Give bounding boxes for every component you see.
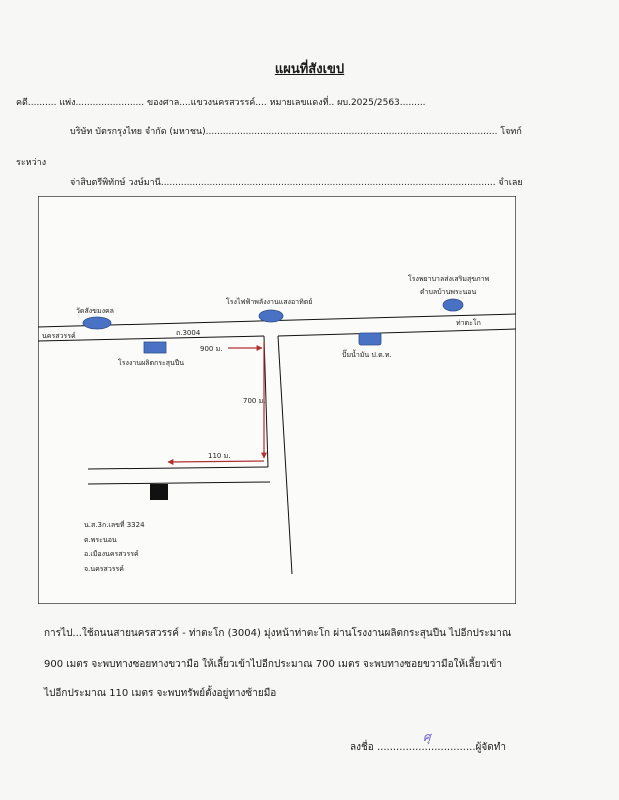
temple-marker — [83, 317, 111, 329]
defendant-line: จ่าสิบตรีพิทักษ์ วงษ์มานี..................................................................................................................... จำเลย — [70, 178, 523, 188]
directions-line-2: 900 เมตร จะพบทางซอยทางขวามือ ให้เลี้ยวเข้าไปอีกประมาณ 700 เมตร จะพบทางซอยขวามือให้เลี้ยวเข้า — [44, 659, 502, 670]
page-title: แผนที่สังเขป — [274, 62, 345, 77]
distance-110-label: 110 ม. — [208, 452, 231, 460]
gas-station-marker — [359, 333, 381, 345]
directions-line-1: การไป...ใช้ถนนสายนครสวรรค์ - ท่าตะโก (3004) มุ่งหน้าท่าตะโก ผ่านโรงงานผลิตกระสุนปืน ไปอีกประมาณ — [44, 628, 512, 639]
property-marker — [150, 484, 168, 500]
property-label-3: อ.เมืองนครสวรรค์ — [84, 550, 139, 558]
case-header-line: คดี.......... แพ่ง........................ ของศาล....แขวงนครสวรรค์.... หมายเลขแดงที่.. ผบ.2025/2563......... — [16, 98, 426, 108]
factory-marker — [144, 342, 166, 353]
power-plant-label: โรงไฟฟ้าพลังงานแสงอาทิตย์ — [226, 298, 313, 306]
power-plant-marker — [259, 310, 283, 322]
temple-label: วัดสังขมงคล — [76, 307, 114, 315]
hospital-marker — [443, 299, 463, 311]
signature-suffix: ผู้จัดทำ — [475, 742, 506, 753]
property-label-1: น.ส.3ก.เลขที่ 3324 — [84, 521, 145, 529]
signature-prefix: ลงชื่อ ............................... — [350, 742, 476, 753]
handwritten-signature: ศุ — [423, 730, 431, 744]
hospital-label-1: โรงพยาบาลส่งเสริมสุขภาพ — [408, 275, 490, 283]
property-label-4: จ.นครสวรรค์ — [84, 565, 124, 573]
property-label-2: ต.พระนอน — [84, 536, 117, 544]
east-direction-label: ท่าตะโก — [456, 319, 481, 327]
hospital-label-2: ตำบลบ้านพระนอน — [420, 288, 477, 296]
plaintiff-line: บริษัท บัตรกรุงไทย จำกัด (มหาชน)...................................................................................................... โจทก์ — [70, 127, 522, 137]
distance-900-label: 900 ม. — [200, 345, 223, 353]
between-label: ระหว่าง — [16, 158, 47, 168]
sketch-map — [38, 196, 516, 604]
gas-station-label: ปั๊มน้ำมัน ป.ต.ท. — [342, 351, 392, 359]
road-label: ถ.3004 — [176, 329, 201, 337]
factory-label: โรงงานผลิตกระสุนปืน — [118, 359, 185, 367]
directions-line-3: ไปอีกประมาณ 110 เมตร จะพบทรัพย์ตั้งอยู่ทางซ้ายมือ — [44, 688, 277, 699]
distance-700-label: 700 ม. — [243, 397, 266, 405]
west-direction-label: นครสวรรค์ — [42, 332, 76, 340]
